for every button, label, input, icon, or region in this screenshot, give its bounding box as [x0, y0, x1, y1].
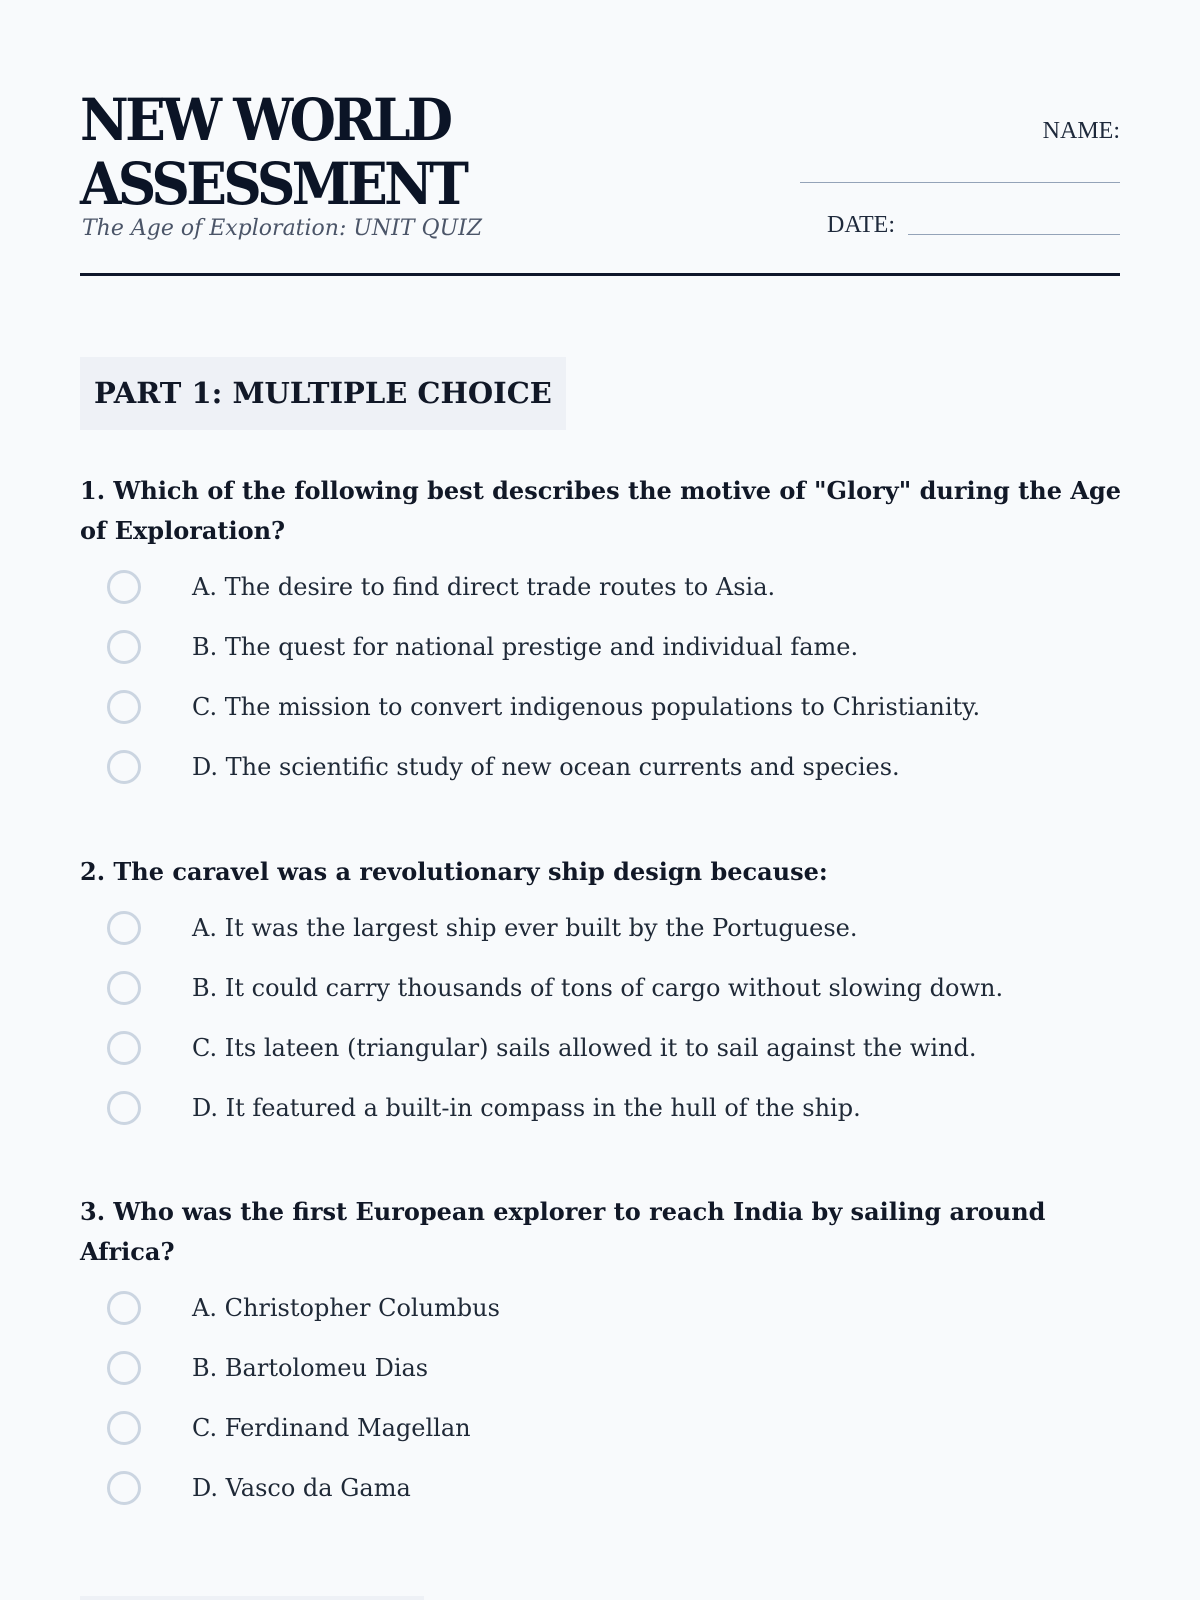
- option-label: D. The scientific study of new ocean currents and species.: [192, 753, 900, 781]
- question-2: [80, 852, 1130, 1138]
- question-2-option-d[interactable]: [80, 1078, 1130, 1138]
- question-3-option-b[interactable]: [80, 1338, 1130, 1398]
- question-1-option-d[interactable]: [80, 737, 1130, 797]
- option-label: D. Vasco da Gama: [192, 1474, 411, 1502]
- option-label: C. Ferdinand Magellan: [192, 1414, 471, 1442]
- quiz-subtitle: The Age of Exploration: UNIT QUIZ: [82, 216, 483, 241]
- title-line-1: NEW WORLD: [80, 86, 450, 154]
- name-field[interactable]: [800, 182, 1120, 183]
- question-3-text: 3. Who was the first European explorer to reach India by sailing around Africa?: [80, 1197, 1046, 1266]
- option-label: B. It could carry thousands of tons of cargo without slowing down.: [192, 974, 1004, 1002]
- part-1-heading: PART 1: MULTIPLE CHOICE: [80, 357, 566, 430]
- option-label: A. Christopher Columbus: [192, 1294, 500, 1322]
- question-3-option-a[interactable]: [80, 1278, 1130, 1338]
- radio-button[interactable]: [107, 911, 141, 945]
- date-field[interactable]: [908, 234, 1120, 235]
- radio-button[interactable]: [107, 630, 141, 664]
- radio-button[interactable]: [107, 1411, 141, 1445]
- radio-button[interactable]: [107, 971, 141, 1005]
- question-1: [80, 471, 1130, 797]
- question-2-text: 2. The caravel was a revolutionary ship design because:: [80, 857, 828, 886]
- option-label: A. It was the largest ship ever built by the Portuguese.: [192, 914, 858, 942]
- question-3-options: [80, 1278, 1130, 1518]
- quiz-title: [80, 88, 465, 216]
- radio-button[interactable]: [107, 750, 141, 784]
- question-3: [80, 1192, 1130, 1518]
- radio-button[interactable]: [107, 1091, 141, 1125]
- date-label: DATE:: [827, 212, 895, 238]
- question-1-option-c[interactable]: [80, 677, 1130, 737]
- quiz-header: [80, 88, 1120, 276]
- name-label: NAME:: [1042, 118, 1120, 144]
- question-2-option-c[interactable]: [80, 1018, 1130, 1078]
- radio-button[interactable]: [107, 570, 141, 604]
- question-3-option-c[interactable]: [80, 1398, 1130, 1458]
- option-label: C. Its lateen (triangular) sails allowed it to sail against the wind.: [192, 1034, 977, 1062]
- radio-button[interactable]: [107, 1291, 141, 1325]
- option-label: B. Bartolomeu Dias: [192, 1354, 429, 1382]
- question-1-options: [80, 557, 1130, 797]
- option-label: B. The quest for national prestige and individual fame.: [192, 633, 859, 661]
- radio-button[interactable]: [107, 1471, 141, 1505]
- radio-button[interactable]: [107, 690, 141, 724]
- question-2-option-a[interactable]: [80, 898, 1130, 958]
- question-1-option-b[interactable]: [80, 617, 1130, 677]
- next-section-heading-edge: [80, 1596, 424, 1600]
- option-label: C. The mission to convert indigenous populations to Christianity.: [192, 693, 981, 721]
- radio-button[interactable]: [107, 1031, 141, 1065]
- option-label: D. It featured a built-in compass in the hull of the ship.: [192, 1094, 861, 1122]
- question-3-option-d[interactable]: [80, 1458, 1130, 1518]
- title-line-2: ASSESSMENT: [80, 150, 466, 218]
- question-2-options: [80, 898, 1130, 1138]
- question-1-option-a[interactable]: [80, 557, 1130, 617]
- radio-button[interactable]: [107, 1351, 141, 1385]
- question-1-text: 1. Which of the following best describes the motive of "Glory" during the Age of Exploration?: [80, 476, 1121, 545]
- option-label: A. The desire to find direct trade routes to Asia.: [192, 573, 776, 601]
- question-2-option-b[interactable]: [80, 958, 1130, 1018]
